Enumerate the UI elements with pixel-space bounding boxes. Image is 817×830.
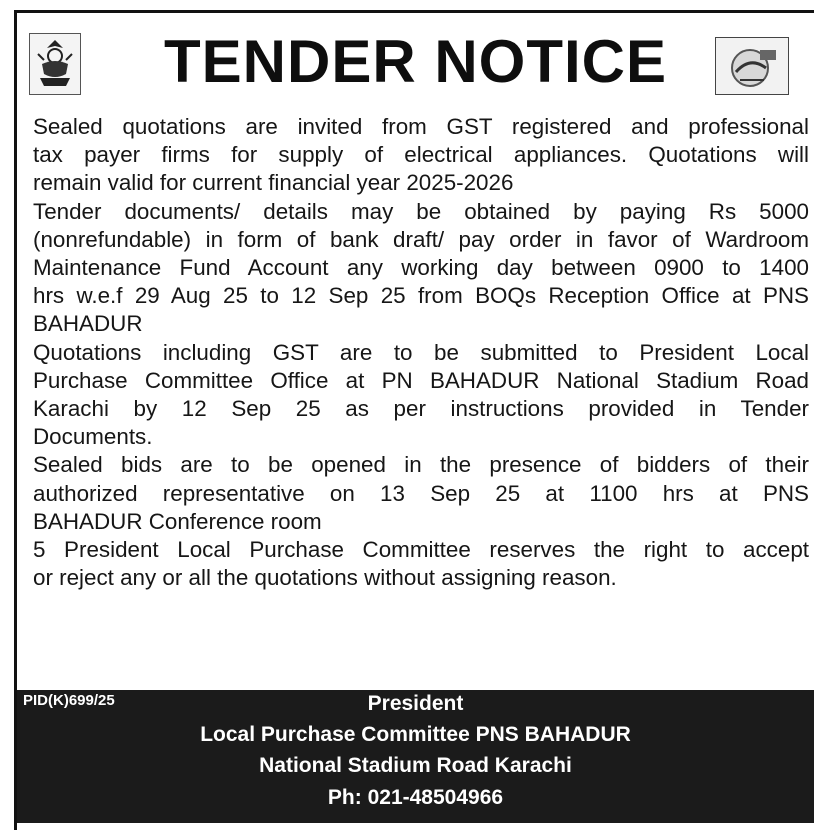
text-line: authorized representative on 13 Sep 25 at 1100 hrs at PNS bbox=[33, 480, 809, 506]
signature-block bbox=[17, 690, 814, 823]
page-title: TENDER NOTICE bbox=[163, 28, 668, 95]
text-line: (nonrefundable) in form of bank draft/ pay order in favor of Wardroom bbox=[33, 226, 809, 252]
text-line: BAHADUR Conference room bbox=[33, 508, 322, 534]
campaign-logo-icon bbox=[715, 37, 789, 95]
text-line: BAHADUR bbox=[33, 311, 143, 337]
text-line: or reject any or all the quotations without assigning reason. bbox=[33, 565, 617, 591]
signatory-phone: Ph: 021-48504966 bbox=[327, 786, 504, 809]
paragraph-opening bbox=[33, 451, 809, 536]
signatory-address: National Stadium Road Karachi bbox=[259, 754, 572, 777]
text-line: Sealed quotations are invited from GST registered and professional bbox=[33, 114, 809, 139]
paragraph-invitation bbox=[33, 113, 809, 198]
text-line: Documents. bbox=[33, 424, 153, 450]
pid-code: PID(K)699/25 bbox=[23, 692, 115, 709]
paragraph-submission bbox=[33, 339, 809, 452]
text-line: remain valid for current financial year 2025-2026 bbox=[33, 170, 514, 196]
text-line: Sealed bids are to be opened in the presence of bidders of their bbox=[33, 452, 809, 478]
notice-header bbox=[17, 13, 814, 109]
text-line: Karachi by 12 Sep 25 as per instructions provided in Tender bbox=[33, 396, 809, 422]
text-line: Purchase Committee Office at PN BAHADUR National Stadium Road bbox=[33, 367, 809, 393]
text-line: Maintenance Fund Account any working day between 0900 to 1400 bbox=[33, 255, 809, 281]
signatory-designation: President bbox=[367, 692, 464, 715]
text-line: tax payer firms for supply of electrical appliances. Quotations will bbox=[33, 142, 809, 168]
text-line: hrs w.e.f 29 Aug 25 to 12 Sep 25 from BOQs Reception Office at PNS bbox=[33, 283, 809, 309]
paragraph-documents bbox=[33, 198, 809, 339]
text-line: 5 President Local Purchase Committee reserves the right to accept bbox=[33, 537, 809, 563]
signatory-office: Local Purchase Committee PNS BAHADUR bbox=[200, 723, 631, 746]
paragraph-rights bbox=[33, 536, 809, 592]
notice-body bbox=[33, 113, 809, 592]
text-line: Quotations including GST are to be submitted to President Local bbox=[33, 339, 809, 365]
text-line: Tender documents/ details may be obtained by paying Rs 5000 bbox=[33, 198, 809, 224]
tender-notice bbox=[14, 10, 814, 830]
